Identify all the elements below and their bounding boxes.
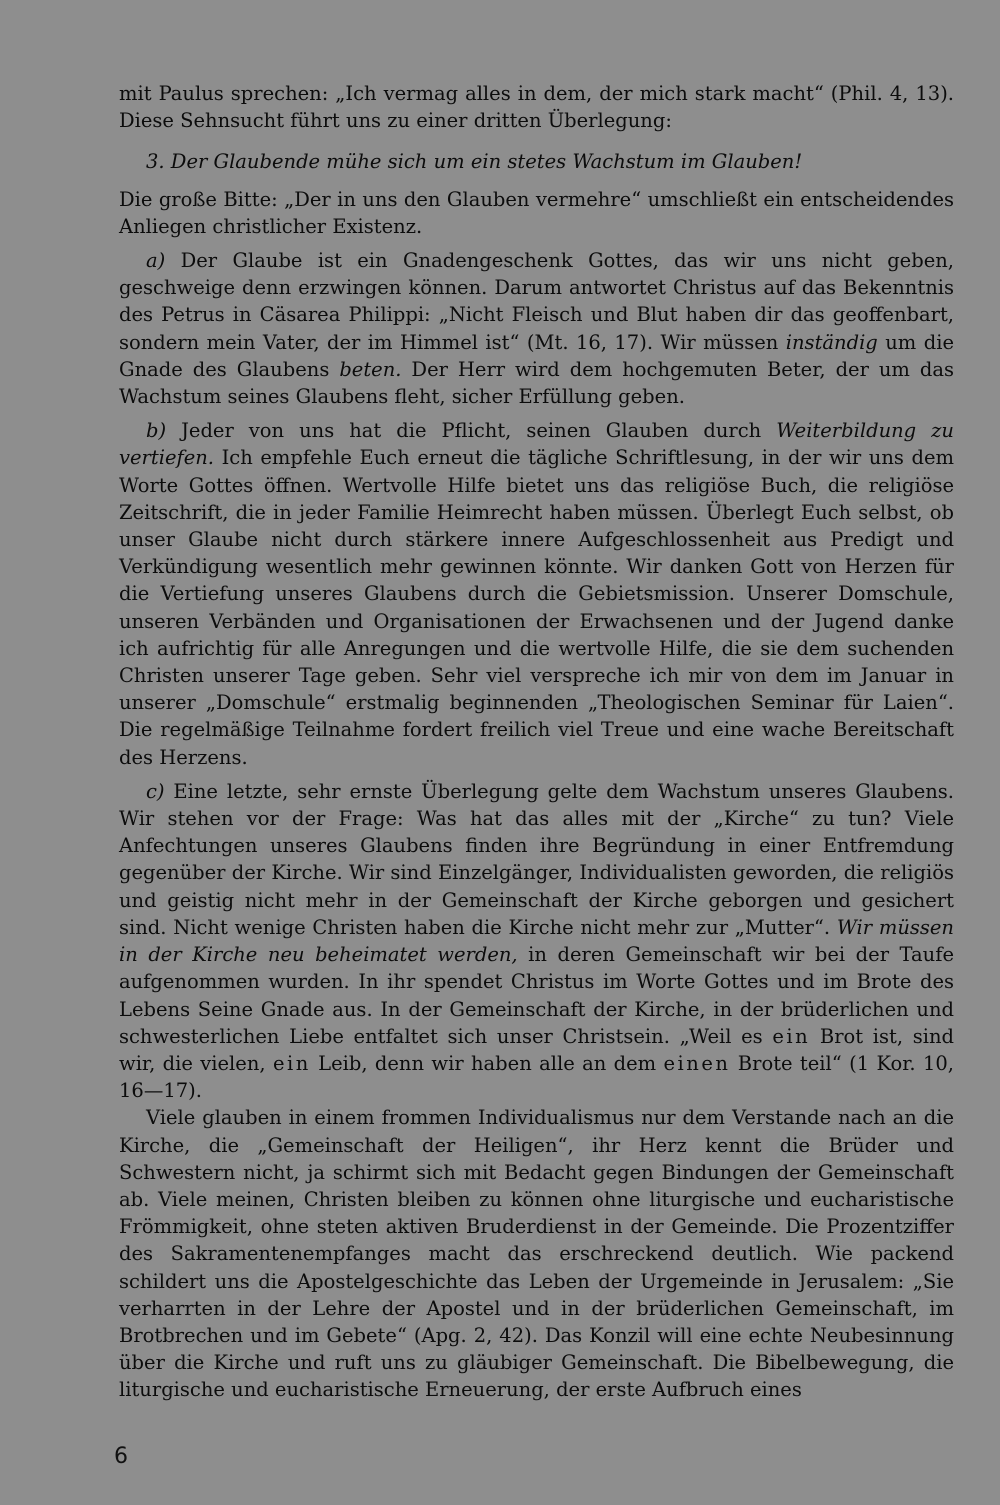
paragraph-a-text-3: Der Herr wird dem hochgemuten Beter, der um das Wachstum seines Glaubens fleht, sicher Erfüllung geben.	[119, 357, 955, 409]
intro-paragraph	[119, 80, 954, 134]
emphasis-beheimatet: Wir müssen in der Kirche neu beheimatet werden,	[119, 915, 954, 967]
spaced-ein-2: ein	[272, 1051, 311, 1075]
section-heading: 3. Der Glaubende mühe sich um ein stetes Wachstum im Glauben!	[146, 150, 803, 174]
spaced-einen: einen	[663, 1051, 731, 1075]
emphasis-weiterbildung: Weiterbildung zu vertiefen.	[119, 419, 954, 470]
emphasis-instaendig: inständig	[785, 330, 878, 354]
paragraph-c-text-4: Leib, denn wir haben alle an dem	[310, 1051, 664, 1075]
marker-b: b)	[146, 419, 167, 443]
paragraph-final	[119, 1104, 954, 1403]
paragraph-c-text-5: Brote teil“ (1 Kor. 10, 16—17).	[119, 1051, 954, 1103]
paragraph-b-text-1: Jeder von uns hat die Pflicht, seinen Glauben durch	[166, 419, 777, 443]
marker-c: c)	[146, 779, 165, 803]
paragraph-intro-text: Die große Bitte: „Der in uns den Glauben vermehre“ umschließt ein entscheidendes Anliegen christlicher Existenz.	[119, 187, 954, 238]
emphasis-beten: beten.	[339, 357, 402, 381]
paragraph-c-text-3: Brot ist, sind wir, die vielen,	[119, 1024, 955, 1075]
paragraph-intro	[119, 186, 954, 240]
paragraph-final-text: Viele glauben in einem frommen Individualismus nur dem Verstande nach an die Kirche, die „Gemeinschaft der Heiligen“, ihr Herz kennt die Brüder und Schwestern nicht, ja schirmt sich mit Bedacht gegen Bindungen der Gemeinschaft ab. Viele meinen, Christen bleiben zu können ohne liturgische und eucharistische Frömmigkeit, ohne steten aktiven Bruderdienst in der Gemeinde. Die Prozentziffer des Sakramentenempfanges macht das erschreckend deutlich. Wie packend schildert uns die Apostelgeschichte das Leben der Urgemeinde in Jerusalem: „Sie verharrten in der Lehre der Apostel und in der brüderlichen Gemeinschaft, im Brotbrechen und im Gebete“ (Apg. 2, 42). Das Konzil will eine echte Neubesinnung über die Kirche und ruft uns zu gläubiger Gemeinschaft. Die Bibelbewegung, die liturgische und eucharistische Erneuerung, der erste Aufbruch eines	[119, 1106, 954, 1402]
body-text	[119, 80, 954, 1404]
paragraph-b-text-2: Ich empfehle Euch erneut die tägliche Schriftlesung, in der wir uns dem Worte Gottes öffnen. Wertvolle Hilfe bietet uns das religiöse Buch, die religiöse Zeitschrift, die in jeder Familie Heimrecht haben müssen. Überlegt Euch selbst, ob unser Glaube nicht durch stärkere innere Aufgeschlossenheit aus Predigt und Verkündigung wesentlich mehr gewinnen könnte. Wir danken Gott von Herzen für die Vertiefung unseres Glaubens durch die Gebietsmission. Unserer Domschule, unseren Verbänden und Organisationen der Erwachsenen und der Jugend danke ich aufrichtig für alle Anregungen und die wertvolle Hilfe, die sie dem suchenden Christen unserer Tage geben. Sehr viel verspreche ich mir von dem im Januar in unserer „Domschule“ erstmalig beginnenden „Theologischen Seminar für Laien“. Die regelmäßige Teilnahme fordert freilich viel Treue und eine wache Bereitschaft des Herzens.	[119, 446, 954, 769]
paragraph-c	[119, 778, 954, 1104]
spaced-ein-1: ein	[772, 1024, 811, 1048]
page-number: 6	[114, 1444, 128, 1469]
paragraph-c-text-2: in deren Gemeinschaft wir bei der Taufe aufgenommen wurden. In ihr spendet Christus im Worte Gottes und im Brote des Lebens Seine Gnade aus. In der Gemeinschaft der Kirche, in der brüderlichen und schwesterlichen Liebe entfaltet sich unser Christsein. „Weil es	[119, 943, 954, 1048]
paragraph-a-text-1: Der Glaube ist ein Gnadengeschenk Gottes, das wir uns nicht geben, geschweige denn erzwingen können. Darum antwortet Christus auf das Bekenntnis des Petrus in Cäsarea Philippi: „Nicht Fleisch und Blut haben dir das geoffenbart, sondern mein Vater, der im Himmel ist“ (Mt. 16, 17). Wir müssen	[119, 249, 954, 354]
paragraph-a	[119, 247, 954, 410]
paragraph-a-text-2: um die Gnade des Glaubens	[119, 330, 954, 381]
paragraph-c-text-1: Eine letzte, sehr ernste Überlegung gelte dem Wachstum unseres Glaubens. Wir stehen vor der Frage: Was hat das alles mit der „Kirche“ zu tun? Viele Anfechtungen unseres Glaubens finden ihre Begründung in einer Entfremdung gegenüber der Kirche. Wir sind Einzelgänger, Individualisten geworden, die religiös und geistig nicht mehr in der Gemeinschaft der Kirche geborgen und gesichert sind. Nicht wenige Christen haben die Kirche nicht mehr zur „Mutter“.	[119, 779, 954, 939]
marker-a: a)	[146, 249, 166, 273]
intro-text: mit Paulus sprechen: „Ich vermag alles in dem, der mich stark macht“ (Phil. 4, 13). Diese Sehnsucht führt uns zu einer dritten Überlegung:	[119, 82, 954, 133]
paragraph-b	[119, 417, 954, 771]
